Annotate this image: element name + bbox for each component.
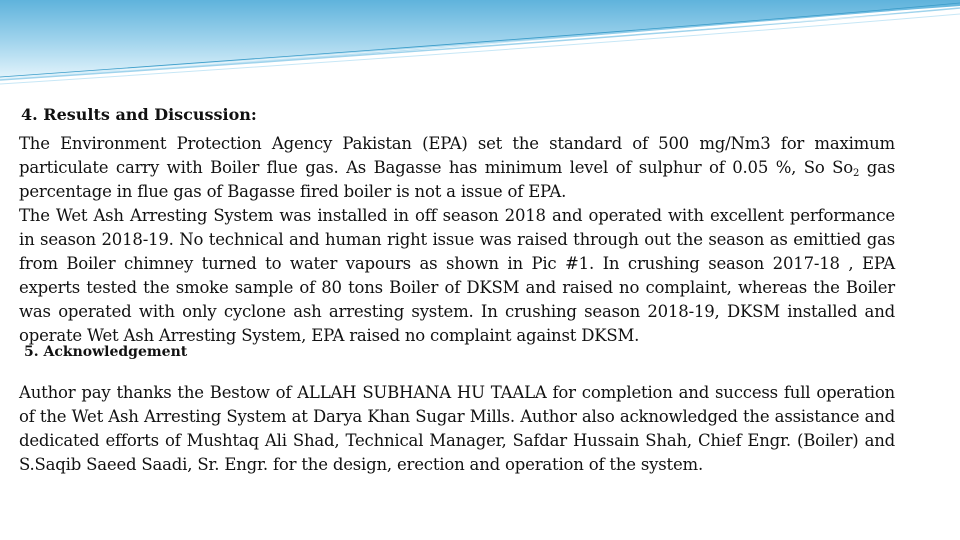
section-5-heading: 5. Acknowledgement — [24, 344, 188, 360]
section-4-paragraph-2: The Wet Ash Arresting System was installed in off season 2018 and operated with excellent performance in season 2018-19. No technical and human right issue was raised through out the season as emittied gas from Boiler chimney turned to water vapours as shown in Pic #1. In crushing season 2017-18 , EPA experts tested the smoke sample of 80 tons Boiler of DKSM and raised no complaint, whereas the Boiler was operated with only cyclone ash arresting system. In crushing season 2018-19, DKSM installed and operate Wet Ash Arresting System, EPA raised no complaint against DKSM. — [19, 206, 895, 345]
decorative-wave-header — [0, 0, 960, 90]
subscript-2: 2 — [853, 168, 860, 179]
section-5-paragraph: Author pay thanks the Bestow of ALLAH SUBHANA HU TAALA for completion and success full operation of the Wet Ash Arresting System at Darya Khan Sugar Mills. Author also acknowledged the assistance and dedicated efforts of Mushtaq Ali Shad, Technical Manager, Safdar Hussain Shah, Chief Engr. (Boiler) and S.Saqib Saeed Saadi, Sr. Engr. for the design, erection and operation of the system. — [19, 383, 895, 474]
section-4-paragraph-1: The Environment Protection Agency Pakistan (EPA) set the standard of 500 mg/Nm3 for maximum particulate carry with Boiler flue gas. As Bagasse has minimum level of sulphur of 0.05 %, So $So_2$ gas percentage in flue gas of Bagasse fired boiler is not a issue of EPA. — [19, 134, 896, 201]
section-4-heading: 4. Results and Discussion: — [21, 105, 257, 124]
document-body — [19, 104, 895, 477]
